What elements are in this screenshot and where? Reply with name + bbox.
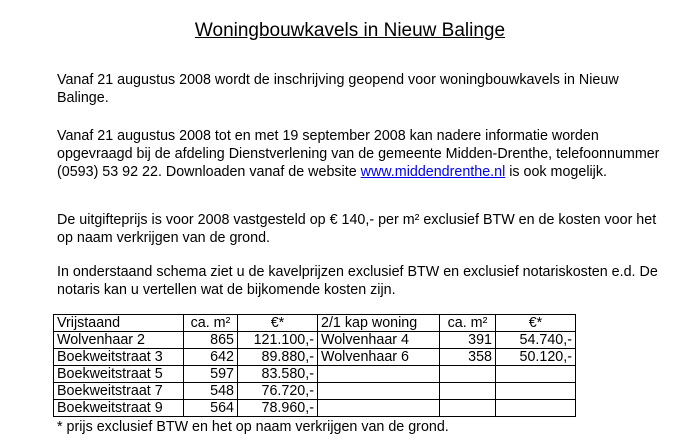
schema-paragraph: In onderstaand schema ziet u de kavelprijzen exclusief BTW en exclusief notariskosten e.d. De notaris kan u vertellen wat de bijkomende kosten zijn.: [57, 264, 658, 298]
info-text-end: is ook mogelijk.: [505, 164, 607, 180]
plot-name: Wolvenhaar 4: [318, 332, 440, 349]
info-paragraph: [57, 127, 672, 181]
plot-name: Boekweitstraat 9: [54, 400, 184, 417]
plot-area: 548: [184, 383, 238, 400]
info-text: Vanaf 21 augustus 2008 tot en met 19 september 2008 kan nadere informatie worden opgevraagd bij de afdeling Dienstverlening van de gemeente Midden-Drenthe, telefoonnummer (0593) 53 92 22. Downloaden vanaf de website: [57, 128, 660, 180]
empty-cell: [496, 383, 576, 400]
plot-price: 121.100,-: [238, 332, 318, 349]
plot-name: Boekweitstraat 7: [54, 383, 184, 400]
table-header-row: [54, 315, 576, 332]
header-price: €*: [238, 315, 318, 332]
plot-area: 564: [184, 400, 238, 417]
empty-cell: [496, 400, 576, 417]
header-twee-onder-een-kap: 2/1 kap woning: [318, 315, 440, 332]
price-footnote: * prijs exclusief BTW en het op naam verkrijgen van de grond.: [57, 419, 449, 435]
plot-price: 83.580,-: [238, 366, 318, 383]
plot-price: 78.960,-: [238, 400, 318, 417]
plot-name: Boekweitstraat 5: [54, 366, 184, 383]
plot-price: 89.880,-: [238, 349, 318, 366]
plot-area: 865: [184, 332, 238, 349]
plot-price: 50.120,-: [496, 349, 576, 366]
table-row: [54, 383, 576, 400]
price-table: [53, 314, 576, 417]
page-title: Woningbouwkavels in Nieuw Balinge: [194, 20, 506, 41]
website-link[interactable]: www.middendrenthe.nl: [360, 164, 506, 180]
intro-paragraph: Vanaf 21 augustus 2008 wordt de inschrijving geopend voor woningbouwkavels in Nieuw Balinge.: [57, 72, 619, 106]
plot-name: Boekweitstraat 3: [54, 349, 184, 366]
plot-area: 597: [184, 366, 238, 383]
empty-cell: [318, 366, 440, 383]
price-paragraph: De uitgifteprijs is voor 2008 vastgesteld op € 140,- per m² exclusief BTW en de kosten voor het op naam verkrijgen van de grond.: [57, 212, 657, 246]
plot-area: 391: [440, 332, 496, 349]
plot-price: 54.740,-: [496, 332, 576, 349]
plot-price: 76.720,-: [238, 383, 318, 400]
header-area: ca. m²: [184, 315, 238, 332]
empty-cell: [318, 400, 440, 417]
empty-cell: [440, 400, 496, 417]
empty-cell: [318, 383, 440, 400]
plot-area: 642: [184, 349, 238, 366]
plot-name: Wolvenhaar 6: [318, 349, 440, 366]
empty-cell: [496, 366, 576, 383]
table-row: [54, 332, 576, 349]
plot-name: Wolvenhaar 2: [54, 332, 184, 349]
header-vrijstaand: Vrijstaand: [54, 315, 184, 332]
header-area-2: ca. m²: [440, 315, 496, 332]
table-row: [54, 400, 576, 417]
plot-area: 358: [440, 349, 496, 366]
empty-cell: [440, 366, 496, 383]
table-row: [54, 366, 576, 383]
table-row: [54, 349, 576, 366]
empty-cell: [440, 383, 496, 400]
header-price-2: €*: [496, 315, 576, 332]
